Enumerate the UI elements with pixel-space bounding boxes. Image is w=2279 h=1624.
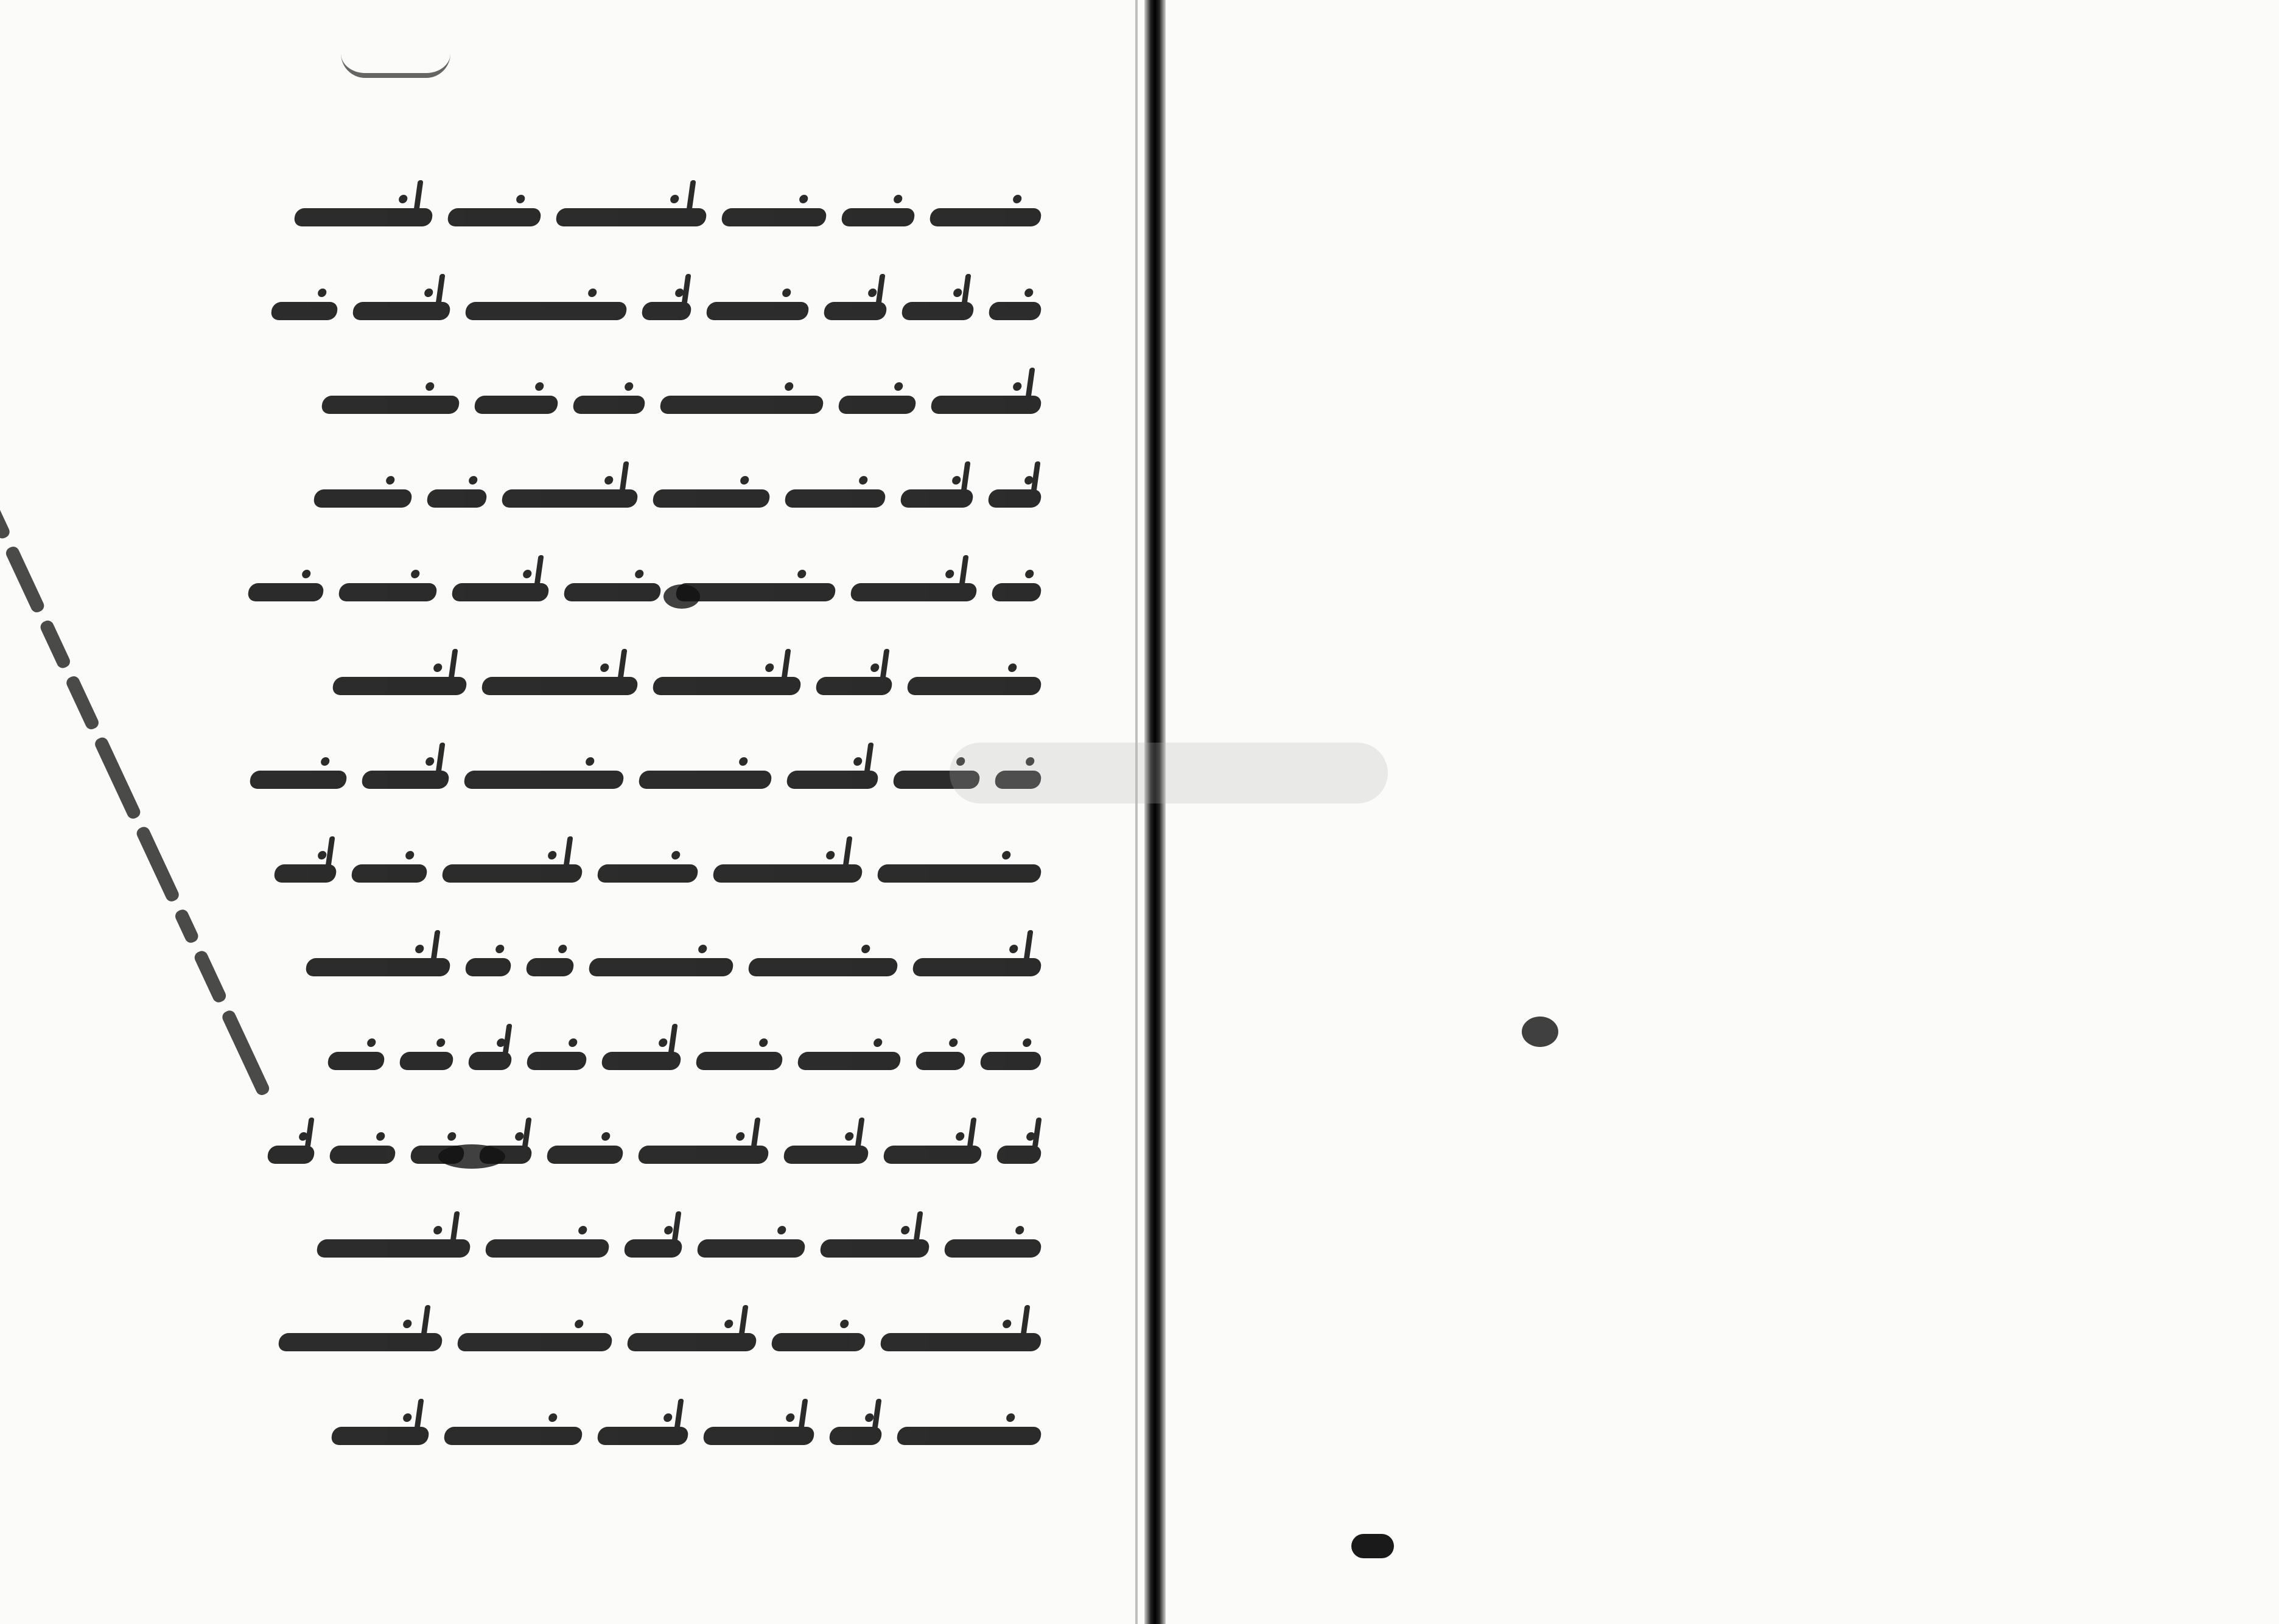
handwritten-word: [850, 583, 978, 601]
text-line: [207, 264, 1041, 358]
handwritten-word: [327, 1052, 385, 1070]
handwritten-word: [249, 771, 348, 789]
handwritten-word: [464, 302, 628, 320]
handwritten-word: [815, 677, 893, 695]
handwritten-word: [991, 583, 1042, 601]
handwritten-word: [278, 1333, 443, 1351]
text-line: [207, 545, 1041, 639]
handwritten-word: [626, 1333, 757, 1351]
ink-blot: [438, 1144, 505, 1169]
handwritten-word: [929, 208, 1042, 226]
handwritten-word: [305, 958, 451, 976]
handwritten-word: [329, 1146, 396, 1164]
handwritten-word: [702, 1427, 815, 1445]
text-line: [207, 452, 1041, 545]
handwritten-word: [695, 1052, 783, 1070]
handwritten-word: [321, 396, 460, 414]
handwritten-word: [457, 1333, 613, 1351]
handwritten-word: [841, 208, 915, 226]
handwritten-word: [572, 396, 646, 414]
text-line: [207, 1014, 1041, 1108]
handwritten-word: [896, 1427, 1042, 1445]
handwritten-word: [987, 489, 1042, 508]
handwritten-word: [267, 1146, 315, 1164]
handwritten-word: [463, 771, 625, 789]
handwritten-word: [273, 864, 337, 883]
handwritten-word: [747, 958, 898, 976]
handwritten-word: [464, 958, 512, 976]
margin-note-stroke: [38, 618, 72, 670]
handwritten-word: [546, 1146, 624, 1164]
handwritten-word: [351, 864, 428, 883]
text-line: [207, 920, 1041, 1014]
handwritten-word: [501, 489, 639, 508]
handwritten-word: [623, 1239, 683, 1258]
handwritten-word: [313, 489, 413, 508]
watermark: [950, 743, 1388, 803]
handwritten-word: [641, 302, 692, 320]
handwritten-word: [943, 1239, 1042, 1258]
margin-note-stroke: [4, 545, 46, 614]
handwritten-word: [426, 489, 488, 508]
margin-note-stroke: [173, 908, 200, 945]
handwritten-word: [447, 208, 542, 226]
handwritten-word: [247, 583, 324, 601]
handwritten-word: [316, 1239, 471, 1258]
handwritten-word: [293, 208, 433, 226]
handwritten-word: [930, 396, 1042, 414]
handwritten-word: [823, 302, 887, 320]
handwritten-word: [906, 677, 1042, 695]
handwritten-word: [332, 677, 467, 695]
handwritten-word: [659, 396, 824, 414]
handwritten-word: [563, 583, 662, 601]
text-line: [207, 733, 1041, 827]
book-spine: [1144, 0, 1166, 1624]
handwritten-word: [819, 1239, 930, 1258]
handwritten-word: [797, 1052, 901, 1070]
text-line: [207, 1389, 1041, 1483]
handwritten-word: [588, 958, 734, 976]
handwritten-word: [637, 1146, 769, 1164]
handwritten-word: [652, 489, 771, 508]
handwritten-word: [597, 864, 699, 883]
handwritten-word: [331, 1427, 430, 1445]
handwritten-word: [771, 1333, 866, 1351]
text-line: [207, 827, 1041, 920]
right-page: [1166, 0, 2279, 1624]
handwritten-word: [443, 1427, 583, 1445]
handwritten-word: [451, 583, 550, 601]
handwritten-word: [399, 1052, 454, 1070]
handwritten-word: [988, 302, 1042, 320]
handwritten-word: [721, 208, 827, 226]
handwritten-word: [474, 396, 559, 414]
text-line: [207, 1108, 1041, 1202]
handwritten-word: [526, 1052, 587, 1070]
left-page-text: [207, 170, 1041, 1483]
handwritten-word: [786, 771, 879, 789]
margin-note-stroke: [65, 674, 100, 732]
ink-blot: [663, 584, 700, 609]
handwritten-word: [485, 1239, 610, 1258]
text-line: [207, 170, 1041, 264]
handwritten-word: [784, 489, 886, 508]
handwritten-word: [361, 771, 450, 789]
handwritten-word: [901, 302, 975, 320]
handwritten-word: [838, 396, 917, 414]
handwritten-word: [900, 489, 974, 508]
handwritten-word: [705, 302, 810, 320]
handwritten-word: [270, 302, 338, 320]
handwritten-word: [638, 771, 772, 789]
handwritten-word: [915, 1052, 966, 1070]
text-line: [207, 1295, 1041, 1389]
handwritten-word: [696, 1239, 806, 1258]
handwritten-word: [996, 1146, 1042, 1164]
handwritten-word: [880, 1333, 1042, 1351]
handwritten-word: [467, 1052, 513, 1070]
handwritten-word: [783, 1146, 869, 1164]
ink-blot: [1522, 1017, 1558, 1047]
handwritten-word: [555, 208, 707, 226]
margin-note-stroke: [93, 735, 142, 821]
handwritten-word: [912, 958, 1042, 976]
handwritten-word: [481, 677, 639, 695]
handwritten-word: [712, 864, 863, 883]
handwritten-word: [877, 864, 1042, 883]
handwritten-word: [441, 864, 583, 883]
margin-note-stroke: [0, 497, 12, 541]
handwritten-word: [652, 677, 802, 695]
text-line: [207, 358, 1041, 452]
handwritten-word: [597, 1427, 689, 1445]
margin-note-stroke: [135, 825, 181, 903]
handwritten-word: [601, 1052, 682, 1070]
text-line: [207, 639, 1041, 733]
handwritten-word: [883, 1146, 982, 1164]
catchword: [1351, 1534, 1394, 1558]
handwritten-word: [979, 1052, 1042, 1070]
text-line: [207, 1202, 1041, 1295]
handwritten-word: [352, 302, 451, 320]
handwritten-word: [828, 1427, 883, 1445]
handwritten-word: [338, 583, 438, 601]
page-number: [341, 24, 450, 78]
gutter-shadow: [1135, 0, 1138, 1624]
handwritten-word: [525, 958, 575, 976]
